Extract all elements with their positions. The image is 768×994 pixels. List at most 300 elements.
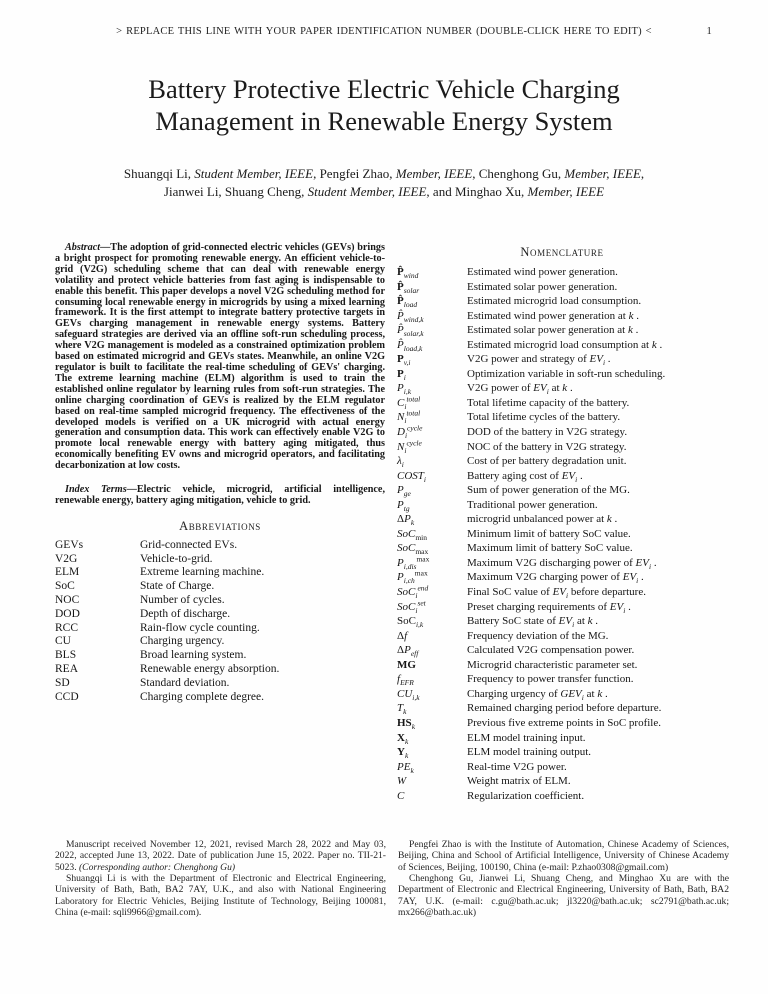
text-segment: max	[414, 568, 428, 578]
abbreviation-row	[55, 635, 385, 649]
text-segment: k	[606, 513, 612, 526]
text-segment: i	[581, 693, 584, 703]
text-segment: i	[649, 562, 652, 572]
running-head	[0, 26, 768, 37]
text-segment: .	[605, 353, 611, 366]
abbreviation-term: V2G	[55, 552, 78, 565]
footnote-paragraph	[398, 839, 729, 873]
text-segment: Y	[397, 746, 405, 759]
abbreviation-definition: Renewable energy absorption.	[140, 663, 280, 676]
nomenclature-symbol	[397, 498, 467, 513]
text-segment: Charging urgency of	[467, 687, 561, 700]
text-segment: i,ch	[403, 576, 415, 586]
text-segment: , and Minghao Xu,	[426, 184, 528, 200]
nomenclature-row	[397, 352, 727, 367]
abbreviation-term: BLS	[55, 649, 77, 662]
nomenclature-symbol	[397, 527, 467, 542]
text-segment: EV	[609, 600, 624, 613]
text-segment: k	[587, 615, 593, 628]
abbreviation-term: CU	[55, 635, 71, 648]
nomenclature-symbol	[397, 570, 467, 585]
nomenclature-description	[467, 585, 727, 600]
nomenclature-description	[467, 512, 727, 527]
abbreviation-row	[55, 622, 385, 636]
abbreviation-row	[55, 594, 385, 608]
text-segment: Index Terms	[65, 484, 127, 496]
text-segment: Battery SoC state of	[467, 615, 559, 628]
text-segment: P	[397, 353, 404, 366]
abbreviation-row	[55, 663, 385, 677]
text-segment: P̂	[397, 266, 404, 278]
text-segment: k	[597, 687, 603, 700]
text-segment: i	[572, 620, 575, 630]
text-segment: EV	[558, 615, 573, 628]
nomenclature-symbol	[397, 338, 467, 353]
text-segment: wind	[403, 271, 419, 281]
text-segment: P	[397, 556, 404, 569]
text-segment: Δ	[397, 644, 405, 657]
nomenclature-row	[397, 687, 727, 702]
abbreviation-row	[55, 553, 385, 567]
text-segment: i,k	[412, 693, 420, 703]
text-segment: Member, IEEE	[564, 166, 641, 181]
nomenclature-symbol	[397, 789, 467, 804]
text-segment: Member, IEEE	[527, 184, 605, 200]
text-segment: k	[627, 324, 633, 337]
nomenclature-description	[467, 338, 727, 353]
text-segment: max	[416, 554, 430, 564]
text-segment: i	[404, 402, 407, 412]
abbreviation-term: RCC	[55, 621, 79, 634]
nomenclature-row	[397, 597, 727, 615]
text-segment: i	[623, 605, 626, 615]
text-segment: SoC	[397, 527, 416, 540]
nomenclature-symbol	[397, 556, 467, 571]
nomenclature-symbol	[397, 672, 467, 687]
paper-title: Battery Protective Electric Vehicle Charging Management in Renewable Energy System	[148, 74, 620, 136]
nomenclature-row	[397, 585, 727, 600]
text-segment: f	[397, 673, 401, 686]
text-segment: min	[415, 533, 428, 543]
text-segment: N	[397, 440, 405, 453]
nomenclature-description	[467, 600, 727, 615]
nomenclature-symbol	[397, 309, 467, 324]
nomenclature-row	[397, 483, 727, 498]
abstract-paragraph	[55, 243, 385, 472]
text-segment: .	[656, 338, 663, 351]
text-segment: P	[397, 484, 404, 497]
nomenclature-row	[397, 774, 727, 789]
nomenclature-row	[397, 614, 727, 629]
nomenclature-row	[397, 672, 727, 687]
text-segment: f	[404, 629, 408, 642]
text-segment: EV	[635, 556, 649, 569]
text-segment: Δ	[397, 513, 405, 526]
text-segment: —Electric vehicle, microgrid, artificial intelligence, renewable energy, battery aging mitigation, vehicle to grid.	[55, 484, 385, 506]
nomenclature-description: Previous five extreme points in SoC profile.	[467, 716, 661, 729]
nomenclature-row	[397, 716, 727, 731]
abbreviation-row	[55, 649, 385, 663]
nomenclature-row	[397, 454, 727, 469]
nomenclature-row	[397, 745, 727, 760]
nomenclature-symbol	[397, 614, 467, 629]
nomenclature-row	[397, 396, 727, 411]
text-segment: , Chenghong Gu,	[472, 166, 565, 181]
text-segment: Estimated wind power generation at	[467, 309, 629, 322]
nomenclature-row	[397, 367, 727, 382]
text-segment: MG	[397, 658, 416, 671]
nomenclature-description: Estimated solar power generation.	[467, 280, 618, 293]
text-segment: i	[423, 474, 426, 484]
nomenclature-description: Cost of per battery degradation unit.	[467, 455, 627, 468]
text-segment: GEV	[560, 687, 582, 700]
text-segment: Estimated solar power generation at	[467, 324, 628, 337]
nomenclature-row	[397, 425, 727, 440]
text-segment: λ	[397, 455, 402, 468]
text-segment: V2G power and strategy of	[467, 353, 590, 366]
nomenclature-heading: Nomenclature	[520, 245, 604, 259]
text-segment: cycle	[406, 437, 422, 447]
text-segment: .	[633, 309, 639, 322]
text-segment: N	[397, 411, 405, 424]
text-segment: i,k	[415, 620, 424, 630]
nomenclature-row	[397, 512, 727, 527]
text-segment: Estimated microgrid load consumption at	[467, 338, 652, 351]
text-segment: Shuangqi Li is with the Department of Electronic and Electrical Engineering, University of Bath, Bath, BA2 7AY, U.K., and also with National Engineering Laboratory for Electric Vehicles, Beijing Institute of Technology, Beijing 100081, China (e-mail: sqli9966@gmail.com).	[55, 872, 386, 918]
nomenclature-row	[397, 338, 727, 353]
text-segment: EFR	[400, 678, 414, 688]
nomenclature-row	[397, 410, 727, 425]
abbreviation-term: CCD	[55, 690, 79, 703]
nomenclature-symbol	[397, 585, 467, 600]
nomenclature-symbol	[397, 469, 467, 484]
abbreviations-list	[55, 539, 385, 705]
text-segment: Preset charging requirements of	[467, 600, 610, 613]
nomenclature-row	[397, 701, 727, 716]
nomenclature-row	[397, 280, 727, 295]
text-segment: end	[417, 583, 429, 593]
abbreviation-term: GEVs	[55, 538, 84, 551]
text-segment: i	[415, 605, 418, 615]
text-segment: load	[403, 300, 418, 310]
abbreviation-definition: State of Charge.	[140, 580, 215, 593]
nomenclature-description: Optimization variable in soft-run scheduling.	[467, 367, 666, 380]
text-segment: total	[406, 408, 421, 418]
nomenclature-row	[397, 658, 727, 673]
abbreviation-definition: Broad learning system.	[140, 649, 247, 662]
text-segment: EV	[589, 353, 603, 366]
text-segment: Maximum V2G discharging power of	[467, 556, 636, 569]
nomenclature-row	[397, 570, 727, 585]
text-segment: T	[397, 702, 404, 715]
abbreviation-term: DOD	[55, 607, 80, 620]
text-segment: i	[636, 576, 639, 586]
text-segment: Member, IEEE	[395, 166, 473, 181]
nomenclature-symbol	[397, 643, 467, 658]
text-segment: P	[397, 571, 404, 584]
nomenclature-description	[467, 556, 727, 571]
text-segment: k	[403, 707, 407, 717]
right-column	[397, 243, 727, 803]
nomenclature-symbol	[397, 731, 467, 746]
nomenclature-description: Weight matrix of ELM.	[467, 775, 571, 788]
text-segment: Final SoC value of	[467, 586, 553, 599]
nomenclature-symbol	[397, 716, 467, 731]
text-segment: D	[397, 426, 405, 439]
text-segment: C	[397, 789, 405, 802]
nomenclature-symbol	[397, 437, 467, 455]
text-segment: k	[562, 382, 568, 395]
nomenclature-description	[467, 687, 727, 702]
nomenclature-symbol	[397, 294, 467, 309]
abbreviation-term: NOC	[55, 594, 80, 607]
text-segment: ,	[640, 166, 645, 181]
footnote-paragraph	[55, 839, 386, 873]
text-segment: i	[403, 373, 406, 383]
nomenclature-description: Sum of power generation of the MG.	[467, 484, 630, 497]
text-segment: k	[651, 338, 657, 351]
nomenclature-symbol	[397, 352, 467, 367]
page-number: 1	[706, 26, 712, 37]
footnote-paragraph	[55, 873, 386, 918]
nomenclature-description	[467, 381, 727, 396]
nomenclature-symbol	[397, 280, 467, 295]
nomenclature-description: Frequency to power transfer function.	[467, 673, 634, 686]
text-segment: EV	[561, 469, 576, 482]
text-segment: .	[592, 615, 599, 628]
nomenclature-symbol	[397, 512, 467, 527]
text-segment: .	[577, 469, 583, 482]
nomenclature-symbol	[397, 629, 467, 644]
nomenclature-description	[467, 309, 727, 324]
text-segment: V2G power of	[467, 382, 534, 395]
text-segment: set	[417, 597, 426, 607]
nomenclature-description	[467, 469, 727, 484]
text-segment: HS	[397, 716, 412, 729]
abbreviation-term: REA	[55, 663, 78, 676]
nomenclature-row	[397, 498, 727, 513]
abbreviation-term: SoC	[55, 580, 75, 593]
abbreviations-heading: Abbreviations	[179, 518, 261, 533]
nomenclature-symbol	[397, 658, 467, 673]
text-segment: .	[638, 571, 644, 584]
nomenclature-row	[397, 265, 727, 280]
footnote-left	[55, 839, 386, 918]
text-segment: i	[602, 358, 606, 368]
text-segment: —The adoption of grid-connected electric vehicles (GEVs) brings a bright prospect for promoting renewable energy. An efficient vehicle-to-grid (V2G) scheduling scheme that can deal with renewable energy volatility and protect vehicle batteries from fast aging is indispensable to enable this benefit. This paper develops a novel V2G scheduling method for consuming local renewable energy in microgrids by using a mixed learning framework. It is the first attempt to integrate battery protective targets in GEVs charging management in renewable energy systems. Battery safeguard strategies are derived via an offline soft-run scheduling process, where V2G management is modeled as a constrained optimization problem based on estimated microgrid and GEVs states. Meanwhile, an online V2G regulator is built to facilitate the real-time scheduling of GEVs' charging. The extreme learning machine (ELM) algorithm is used to train the established online regulator by learning rules from soft-run strategies. The online charging coordination of GEVs is realized by the ELM regulator based on real-time sampled microgrid frequency. The effectiveness of the developed models is verified on a UK microgrid with actual energy generation and consumption data. This work can effectively enable V2G to promote local renewable energy with battery aging mitigated, thus economically benefiting EV owns and microgrid operators, and facilitating decarbonization at low costs.	[55, 242, 385, 472]
abbreviation-row	[55, 691, 385, 705]
nomenclature-description: Regularization coefficient.	[467, 789, 585, 802]
text-segment: P̂	[397, 338, 404, 351]
text-segment: i	[404, 416, 407, 426]
nomenclature-row	[397, 760, 727, 775]
text-segment: k	[411, 722, 416, 732]
nomenclature-symbol	[397, 745, 467, 760]
text-segment: Δ	[397, 629, 405, 642]
text-segment: Student Member, IEEE	[194, 166, 314, 181]
abbreviation-row	[55, 580, 385, 594]
text-segment: .	[651, 556, 657, 569]
text-segment: k	[404, 736, 409, 746]
text-segment: C	[397, 396, 405, 409]
text-segment: CU	[397, 687, 413, 700]
nomenclature-description: Estimated wind power generation.	[467, 266, 618, 278]
text-segment: SoC	[397, 542, 416, 555]
text-segment: k	[404, 751, 409, 761]
nomenclature-symbol	[397, 760, 467, 775]
text-segment: PE	[397, 760, 411, 773]
nomenclature-row	[397, 541, 727, 556]
nomenclature-symbol	[397, 265, 467, 280]
text-segment: v,i	[403, 358, 411, 368]
nomenclature-description: Real-time V2G power.	[467, 760, 567, 773]
footnote-paragraph	[398, 873, 729, 918]
nomenclature-description: Microgrid characteristic parameter set.	[467, 658, 638, 671]
abbreviation-definition: Grid-connected EVs.	[140, 538, 238, 551]
text-segment: i	[415, 591, 418, 601]
text-segment: P	[404, 513, 411, 526]
text-segment: (Corresponding author: Chenghong Gu)	[78, 861, 236, 873]
nomenclature-row	[397, 323, 727, 338]
text-segment: eff	[410, 649, 419, 659]
text-segment: COST	[397, 469, 424, 482]
text-segment: at	[583, 687, 598, 700]
abbreviation-definition: Standard deviation.	[140, 676, 230, 689]
text-segment: Abstract	[65, 242, 101, 253]
text-segment: before departure.	[568, 586, 646, 599]
text-segment: .	[602, 687, 608, 700]
abbreviation-row	[55, 677, 385, 691]
nomenclature-symbol	[397, 323, 467, 338]
nomenclature-description: Total lifetime capacity of the battery.	[467, 396, 630, 409]
text-segment: Jianwei Li, Shuang Cheng,	[163, 184, 308, 200]
abbreviation-definition: Vehicle-to-grid.	[140, 552, 213, 565]
text-segment: .	[611, 513, 618, 526]
text-segment: at	[574, 615, 588, 628]
text-segment: Manuscript received November 12, 2021, revised March 28, 2022 and May 03, 2022, accepted June 13, 2022. Date of publication June 15, 2022. Paper no. TII-21-5023.	[55, 839, 386, 873]
nomenclature-symbol	[397, 597, 467, 615]
two-column-body	[55, 243, 727, 803]
nomenclature-row	[397, 469, 727, 484]
nomenclature-description: DOD of the battery in V2G strategy.	[467, 426, 628, 439]
nomenclature-row	[397, 437, 727, 455]
nomenclature-description: Remained charging period before departure.	[467, 702, 662, 715]
text-segment: i,k	[403, 387, 412, 397]
text-segment: P̂	[397, 280, 404, 293]
text-segment: at	[548, 382, 563, 395]
text-segment: i	[575, 474, 578, 484]
nomenclature-description	[467, 614, 727, 629]
nomenclature-row	[397, 309, 727, 324]
nomenclature-symbol	[397, 774, 467, 789]
text-segment: P̂	[397, 324, 404, 337]
text-segment: Maximum V2G charging power of	[467, 571, 623, 584]
abbreviation-row	[55, 566, 385, 580]
nomenclature-row	[397, 731, 727, 746]
text-segment: tg	[403, 503, 410, 513]
nomenclature-symbol	[397, 687, 467, 702]
text-segment: i	[546, 387, 549, 397]
text-segment: P	[397, 498, 404, 511]
nomenclature-description: Frequency deviation of the MG.	[467, 629, 609, 642]
abbreviation-definition: Number of cycles.	[140, 594, 225, 607]
text-segment: ge	[403, 489, 411, 499]
text-segment: load,k	[403, 343, 423, 353]
text-segment: i	[404, 445, 407, 455]
nomenclature-row	[397, 629, 727, 644]
text-segment: solar	[403, 285, 420, 295]
nomenclature-description: Minimum limit of battery SoC value.	[467, 527, 631, 540]
nomenclature-symbol	[397, 454, 467, 469]
abbreviation-definition: Charging complete degree.	[140, 690, 265, 703]
text-segment: i	[566, 591, 569, 601]
text-segment: k	[628, 309, 634, 322]
nomenclature-row	[397, 556, 727, 571]
text-segment: k	[410, 765, 414, 775]
text-segment: Pengfei Zhao is with the Institute of Automation, Chinese Academy of Sciences, Beijing, China and School of Artificial Intelligence, University of Chinese Academy of Sciences, Beijing, 100190, China (e-mail: P.zhao0308@gmail.com)	[398, 839, 729, 873]
nomenclature-description	[467, 352, 727, 367]
text-segment: P̂	[397, 309, 404, 322]
nomenclature-description: NOC of the battery in V2G strategy.	[467, 440, 627, 453]
text-segment: microgrid unbalanced power at	[467, 513, 607, 526]
nomenclature-description	[467, 323, 727, 338]
nomenclature-symbol	[397, 483, 467, 498]
abbreviation-definition: Extreme learning machine.	[140, 566, 265, 579]
text-segment: SoC	[397, 615, 416, 628]
nomenclature-description: Calculated V2G compensation power.	[467, 644, 635, 657]
nomenclature-row	[397, 789, 727, 804]
text-segment: W	[397, 775, 407, 788]
text-segment: cycle	[407, 423, 423, 433]
footnote-right	[398, 839, 729, 918]
text-segment: total	[406, 394, 421, 404]
abbreviation-term: ELM	[55, 566, 80, 579]
text-segment: X	[397, 731, 405, 744]
text-segment: P	[397, 382, 404, 395]
abbreviation-definition: Rain-flow cycle counting.	[140, 621, 260, 634]
nomenclature-description: Total lifetime cycles of the battery.	[467, 411, 621, 424]
text-segment: i	[404, 431, 408, 441]
nomenclature-description	[467, 570, 727, 585]
text-segment: solar,k	[403, 329, 424, 339]
nomenclature-row	[397, 294, 727, 309]
text-segment: EV	[622, 571, 637, 584]
text-segment: .	[632, 324, 639, 337]
text-segment: wind,k	[403, 314, 424, 324]
nomenclature-description: Maximum limit of battery SoC value.	[467, 542, 633, 555]
text-segment: i,dis	[403, 562, 417, 572]
left-column	[55, 243, 385, 803]
index-terms-paragraph	[55, 485, 385, 507]
text-segment: .	[567, 382, 573, 395]
nomenclature-row	[397, 527, 727, 542]
nomenclature-row	[397, 381, 727, 396]
text-segment: SoC	[397, 600, 416, 613]
nomenclature-description: ELM model training output.	[467, 746, 592, 759]
text-segment: P	[397, 367, 404, 380]
running-head-text: > REPLACE THIS LINE WITH YOUR PAPER IDENTIFICATION NUMBER (DOUBLE-CLICK HERE TO EDIT) <	[116, 26, 652, 37]
text-segment: i	[401, 460, 404, 470]
author-byline	[60, 165, 708, 201]
text-segment: Chenghong Gu, Jianwei Li, Shuang Cheng, and Minghao Xu are with the Department of Electronic and Electrical Engineering, University of Bath, Bath, BA2 7AY, U.K. (e-mail: c.gu@bath.ac.uk; jl3220@bath.ac.uk; sc2791@bath.ac.uk; mx266@bath.ac.uk)	[398, 872, 729, 918]
text-segment: P̂	[397, 295, 404, 308]
nomenclature-symbol	[397, 701, 467, 716]
abbreviation-row	[55, 539, 385, 553]
nomenclature-description: Estimated microgrid load consumption.	[467, 295, 642, 308]
text-segment: P	[404, 644, 411, 657]
nomenclature-symbol	[397, 367, 467, 382]
text-segment: Student Member, IEEE	[307, 184, 427, 200]
